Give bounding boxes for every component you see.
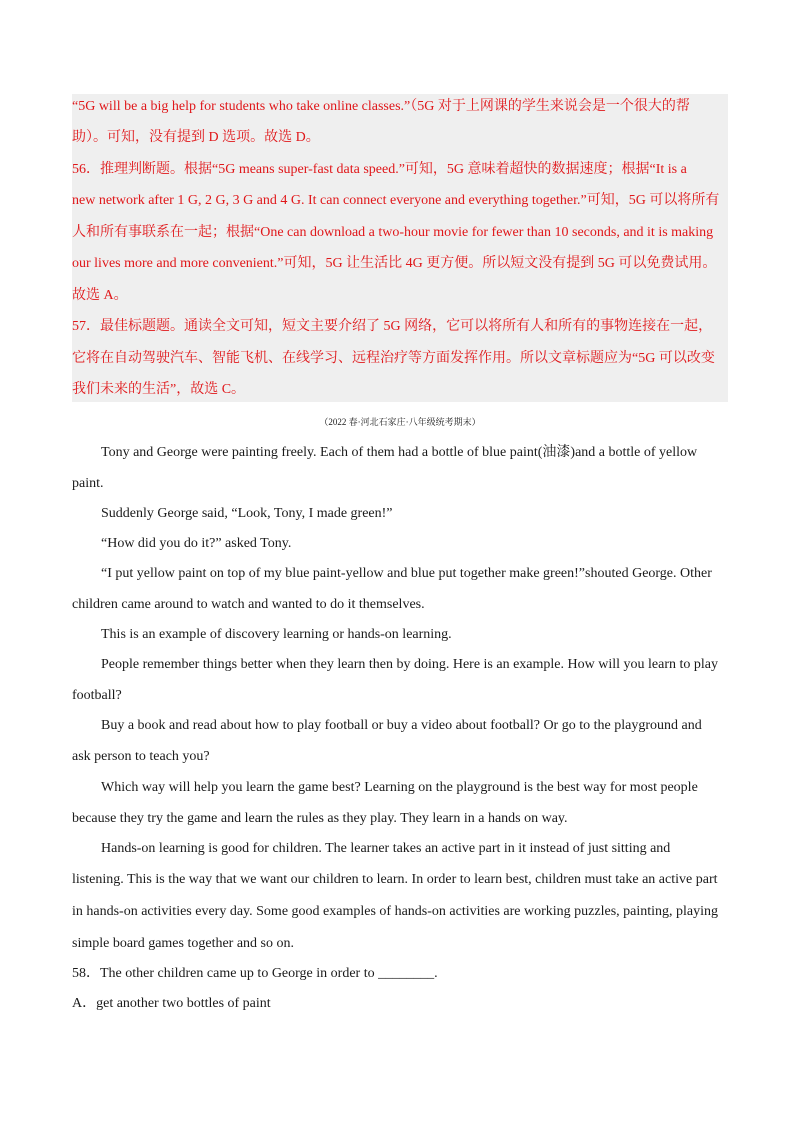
analysis-line: “5G will be a big help for students who take online classes.”（5G 对于上网课的学生来说会是一个很大的帮 — [72, 99, 690, 114]
passage-line: football? — [72, 688, 122, 703]
analysis-line: our lives more and more convenient.”可知，5G 让生活比 4G 更方便。所以短文没有提到 5G 可以免费试用。 — [72, 256, 717, 271]
analysis-line: 56．推理判断题。根据“5G means super-fast data speed.”可知，5G 意味着超快的数据速度；根据“It is a — [72, 162, 687, 177]
analysis-line: 人和所有事联系在一起；根据“One can download a two-hour movie for fewer than 10 seconds, and it is making — [72, 225, 714, 240]
passage-line: People remember things better when they learn then by doing. Here is an example. How will you learn to play — [101, 657, 718, 672]
question-option-a: A．get another two bottles of paint — [72, 996, 271, 1011]
source-label: （2022 春·河北石家庄·八年级统考期末） — [319, 417, 481, 427]
passage-line: because they try the game and learn the rules as they play. They learn in a hands on way. — [72, 811, 568, 826]
passage-line: Tony and George were painting freely. Each of them had a bottle of blue paint(油漆)and a bottle of yellow — [101, 445, 698, 460]
analysis-line: 我们未来的生活”，故选 C。 — [72, 382, 246, 397]
analysis-line: 故选 A。 — [72, 288, 128, 303]
passage-line: Buy a book and read about how to play football or buy a video about football? Or go to the playground and — [101, 718, 702, 733]
passage-line: Which way will help you learn the game best? Learning on the playground is the best way for most people — [101, 780, 698, 795]
passage-line: Suddenly George said, “Look, Tony, I made green!” — [101, 506, 393, 521]
passage-line: ask person to teach you? — [72, 749, 210, 764]
passage-line: Hands-on learning is good for children. The learner takes an active part in it instead of just sitting and — [101, 841, 671, 856]
analysis-line: new network after 1 G, 2 G, 3 G and 4 G. It can connect everyone and everything together.”可知，5G 可以将所有 — [72, 193, 720, 208]
passage-line: simple board games together and so on. — [72, 936, 295, 951]
passage-line: listening. This is the way that we want our children to learn. In order to learn best, children must take an active part — [72, 872, 718, 887]
analysis-line: 助）。可知，没有提到 D 选项。故选 D。 — [72, 130, 320, 145]
analysis-line: 它将在自动驾驶汽车、智能飞机、在线学习、远程治疗等方面发挥作用。所以文章标题应为“5G 可以改变 — [72, 351, 715, 366]
passage-line: “I put yellow paint on top of my blue paint-yellow and blue put together make green!”shouted George. Other — [101, 566, 712, 581]
question-stem: 58．The other children came up to George in order to ________. — [72, 966, 438, 981]
passage-line: paint. — [72, 476, 104, 491]
passage-line: children came around to watch and wanted to do it themselves. — [72, 597, 425, 612]
analysis-line: 57．最佳标题题。通读全文可知，短文主要介绍了 5G 网络，它可以将所有人和所有的事物连接在一起， — [72, 319, 713, 334]
passage-line: in hands-on activities every day. Some good examples of hands-on activities are working puzzles, painting, playing — [72, 904, 719, 919]
passage-line: This is an example of discovery learning or hands-on learning. — [101, 627, 452, 642]
passage-line: “How did you do it?” asked Tony. — [101, 536, 292, 551]
